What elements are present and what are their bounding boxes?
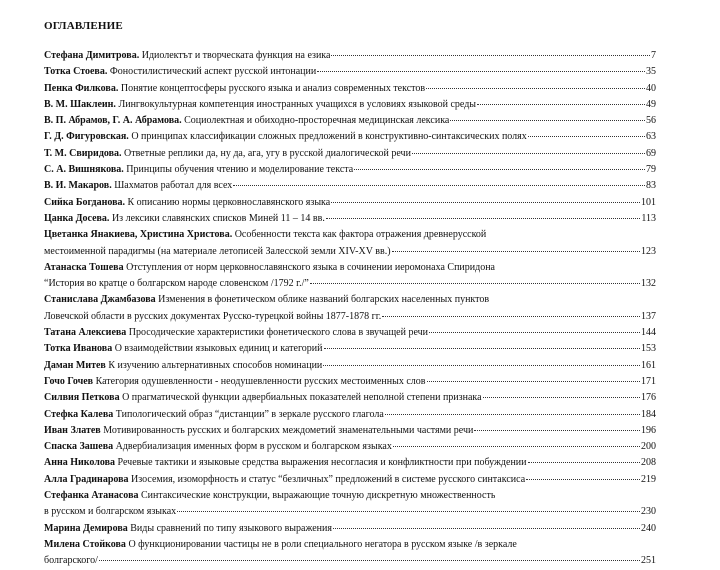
toc-page-number: 40 (646, 82, 656, 94)
toc-author: Марина Демирова (44, 522, 128, 534)
toc-entry-text (44, 521, 332, 537)
toc-page-number: 35 (646, 66, 656, 78)
toc-entry[interactable] (44, 162, 656, 178)
toc-entry-line (44, 455, 656, 471)
table-of-contents (44, 48, 656, 570)
toc-author: Атанаска Тошева (44, 261, 124, 273)
toc-title-continued: “История во кратце о болгарском народе словенском /1792 г./” (44, 278, 309, 290)
toc-entry-line (44, 146, 656, 162)
dot-leader (324, 348, 640, 349)
toc-author: Тотка Иванова (44, 343, 113, 355)
toc-title: О принципах классификации сложных предложений в конструктивно-синтаксических полях (128, 131, 527, 143)
toc-author: В. П. Абрамов, Г. А. Абрамова. (44, 115, 182, 127)
toc-entry-text (44, 48, 330, 64)
toc-page-number: 176 (641, 392, 656, 404)
toc-title: Типологический образ “дистанции” в зеркале русского глагола (113, 408, 384, 420)
toc-entry-text (44, 423, 473, 439)
toc-entry-text (44, 341, 323, 357)
dot-leader (392, 251, 640, 252)
toc-title-continued: болгарского/ (44, 555, 98, 567)
toc-entry-text (44, 390, 482, 406)
toc-page-number: 219 (641, 473, 656, 485)
toc-author: С. А. Вишнякова. (44, 164, 124, 176)
toc-title: Просодические характеристики фонетического слова в звучащей речи (126, 327, 429, 339)
toc-author: Татана Алексиева (44, 327, 127, 339)
dot-leader (331, 202, 640, 203)
toc-entry-text (44, 292, 489, 308)
toc-title: Мотивированность русских и болгарских междометий знаменательными частями речи (100, 424, 474, 436)
toc-title: Из лексики славянских списков Миней 11 – 14 вв. (109, 212, 325, 224)
toc-page-number: 69 (646, 147, 656, 159)
toc-author: Стефанка Атанасова (44, 490, 139, 502)
toc-page-number: 251 (641, 555, 656, 567)
toc-author: В. И. Макаров. (44, 180, 112, 192)
dot-leader (474, 430, 640, 431)
toc-entry-line (44, 113, 656, 129)
toc-title: Отступления от норм церковнославянского языка в сочинении иеромонаха Спиридона (123, 261, 495, 273)
toc-entry-line (44, 162, 656, 178)
dot-leader (331, 55, 650, 56)
toc-entry-text (44, 195, 330, 211)
toc-entry[interactable] (44, 195, 656, 211)
toc-entry[interactable] (44, 472, 656, 488)
toc-entry-text (44, 146, 411, 162)
toc-entry[interactable] (44, 292, 656, 325)
toc-entry-line (44, 488, 656, 504)
toc-page-number: 153 (641, 343, 656, 355)
toc-author: Милена Стойкова (44, 538, 126, 550)
toc-entry-text (44, 439, 392, 455)
toc-entry-line (44, 423, 656, 439)
toc-entry-line (44, 504, 656, 520)
toc-entry[interactable] (44, 341, 656, 357)
toc-entry-line (44, 129, 656, 145)
toc-entry-text (44, 178, 232, 194)
toc-entry[interactable] (44, 227, 656, 260)
toc-entry-line (44, 439, 656, 455)
toc-title-continued: в русском и болгарском языках (44, 506, 177, 518)
toc-entry[interactable] (44, 390, 656, 406)
toc-page-number: 7 (651, 50, 656, 61)
dot-leader (528, 136, 645, 137)
dot-leader (354, 169, 645, 170)
toc-entry-line (44, 64, 656, 80)
page-title: ОГЛАВЛЕНИЕ (44, 20, 123, 32)
toc-page-number: 240 (641, 522, 656, 534)
toc-title: Изменения в фонетическом облике названий болгарских населенных пунктов (155, 294, 490, 306)
toc-entry-text (44, 64, 316, 80)
toc-author: Цанка Досева. (44, 212, 110, 224)
toc-entry[interactable] (44, 64, 656, 80)
toc-title: Принципы обучения чтению и моделирование текста (123, 164, 354, 176)
toc-title: Категория одушевленности - неодушевленности русских местоименных слов (93, 375, 426, 387)
toc-entry-line (44, 325, 656, 341)
toc-entry[interactable] (44, 113, 656, 129)
toc-title: Виды сравнений по типу языкового выражения (127, 522, 332, 534)
toc-page-number: 184 (641, 408, 656, 420)
toc-title: Ответные реплики да, ну да, ага, угу в русской диалогической речи (121, 147, 411, 159)
toc-entry-line (44, 227, 656, 243)
toc-author: Пенка Филкова. (44, 82, 119, 94)
toc-entry[interactable] (44, 97, 656, 113)
toc-entry-line (44, 537, 656, 553)
toc-entry-text (44, 325, 428, 341)
toc-title: Лингвокультурная компетенция иностранных учащихся в условиях языковой среды (115, 98, 477, 110)
toc-title: Социолектная и обиходно-просторечная медицинская лексика (181, 115, 450, 127)
toc-title-continued: Ловечской области в русских документах Русско-турецкой войны 1877-1878 гг. (44, 310, 382, 322)
toc-entry[interactable] (44, 260, 656, 293)
toc-entry-line (44, 276, 656, 292)
toc-page-number: 230 (641, 506, 656, 518)
toc-title: О взаимодействии языковых единиц и категорий (112, 343, 323, 355)
dot-leader (99, 560, 640, 561)
toc-entry-line (44, 390, 656, 406)
dot-leader (326, 218, 641, 219)
toc-entry-line (44, 48, 656, 64)
toc-title: Изосемия, изоморфность и статус “безличных” предложений в системе русского синтаксиса (128, 473, 526, 485)
toc-author: Спаска Зашева (44, 441, 114, 453)
toc-entry[interactable] (44, 439, 656, 455)
dot-leader (429, 332, 640, 333)
toc-title: К описанию нормы церковнославянского языка (124, 196, 331, 208)
dot-leader (317, 71, 645, 72)
toc-entry-text (44, 455, 527, 471)
toc-entry[interactable] (44, 48, 656, 64)
toc-title: Особенности текста как фактора отражения древнерусской (232, 229, 487, 241)
toc-entry-text (44, 407, 384, 423)
toc-entry[interactable] (44, 374, 656, 390)
toc-title: Фоностилистический аспект русской интонации (107, 66, 317, 78)
toc-entry-text (44, 227, 486, 243)
toc-entry[interactable] (44, 537, 656, 570)
toc-entry-text (44, 162, 353, 178)
toc-entry[interactable] (44, 423, 656, 439)
dot-leader (333, 528, 640, 529)
toc-entry-line (44, 472, 656, 488)
toc-entry[interactable] (44, 325, 656, 341)
toc-entry[interactable] (44, 488, 656, 521)
toc-author: Стефка Калева (44, 408, 114, 420)
toc-page-number: 49 (646, 98, 656, 110)
toc-entry[interactable] (44, 146, 656, 162)
toc-entry-line (44, 97, 656, 113)
toc-entry-line (44, 211, 656, 227)
toc-title-continued: местоименной парадигмы (на материале летописей Залесской земли XIV-XV вв.) (44, 245, 391, 257)
toc-title: К изучению альтернативных способов номинации (105, 359, 323, 371)
toc-entry[interactable] (44, 358, 656, 374)
toc-entry-text (44, 129, 527, 145)
toc-page-number: 83 (646, 180, 656, 192)
toc-entry-line (44, 178, 656, 194)
toc-entry-line (44, 309, 656, 325)
toc-entry-text (44, 472, 525, 488)
toc-entry-line (44, 244, 656, 260)
toc-entry-text (44, 260, 495, 276)
toc-entry-line (44, 521, 656, 537)
toc-entry-line (44, 358, 656, 374)
toc-entry-line (44, 553, 656, 569)
toc-page-number: 63 (646, 131, 656, 143)
toc-title: Шахматов работал для всех (111, 180, 233, 192)
toc-entry[interactable] (44, 129, 656, 145)
toc-page-number: 208 (641, 457, 656, 469)
dot-leader (310, 283, 640, 284)
toc-entry-text (44, 113, 449, 129)
toc-entry[interactable] (44, 211, 656, 227)
toc-author: Сийка Богданова. (44, 196, 125, 208)
dot-leader (528, 462, 640, 463)
toc-page-number: 132 (641, 278, 656, 290)
toc-entry[interactable] (44, 455, 656, 471)
toc-author: Станислава Джамбазова (44, 294, 156, 306)
dot-leader (382, 316, 640, 317)
toc-page-number: 79 (646, 164, 656, 176)
dot-leader (483, 397, 640, 398)
dot-leader (450, 120, 645, 121)
toc-entry-text (44, 97, 476, 113)
toc-page-number: 113 (641, 212, 656, 224)
toc-author: Гочо Гочев (44, 375, 94, 387)
dot-leader (477, 104, 645, 105)
toc-title: О прагматической функции адвербиальных показателей неполной степени признака (119, 392, 482, 404)
toc-author: Алла Градинарова (44, 473, 129, 485)
toc-title: О функционировании частицы не в роли специального негатора в русском языке /в зеркале (125, 538, 517, 550)
toc-page-number: 137 (641, 310, 656, 322)
toc-entry[interactable] (44, 81, 656, 97)
toc-entry-text (44, 488, 495, 504)
toc-title: Синтаксические конструкции, выражающие точную дискретную множественность (138, 490, 496, 502)
toc-title: Речевые тактики и языковые средства выражения несогласия и конфликтности при побуждении (115, 457, 527, 469)
toc-page-number: 123 (641, 245, 656, 257)
toc-title: Идиолектът и творческата функция на езика (139, 50, 331, 61)
toc-author: Анна Николова (44, 457, 116, 469)
toc-page-number: 161 (641, 359, 656, 371)
toc-entry-text (44, 537, 517, 553)
dot-leader (427, 381, 640, 382)
toc-entry-line (44, 407, 656, 423)
toc-entry-text (44, 358, 322, 374)
dot-leader (233, 185, 645, 186)
toc-page-number: 200 (641, 441, 656, 453)
toc-author: Т. М. Свиридова. (44, 147, 122, 159)
toc-page-number: 56 (646, 115, 656, 127)
toc-page-number: 101 (641, 196, 656, 208)
toc-entry-line (44, 195, 656, 211)
toc-page-number: 144 (641, 327, 656, 339)
toc-page-number: 171 (641, 375, 656, 387)
dot-leader (412, 153, 645, 154)
toc-entry[interactable] (44, 407, 656, 423)
dot-leader (393, 446, 640, 447)
toc-entry[interactable] (44, 521, 656, 537)
toc-author: В. М. Шаклеин. (44, 98, 116, 110)
dot-leader (385, 414, 640, 415)
toc-entry-text (44, 81, 425, 97)
toc-entry-line (44, 292, 656, 308)
toc-author: Силвия Петкова (44, 392, 120, 404)
toc-page-number: 196 (641, 424, 656, 436)
toc-entry-line (44, 81, 656, 97)
toc-entry[interactable] (44, 178, 656, 194)
toc-author: Цветанка Янакиева, Христина Христова. (44, 229, 233, 241)
toc-title: Понятие концептосферы русского языка и анализ современных текстов (118, 82, 426, 94)
toc-entry-line (44, 341, 656, 357)
dot-leader (526, 479, 640, 480)
toc-entry-line (44, 374, 656, 390)
dot-leader (177, 511, 640, 512)
toc-author: Даман Митев (44, 359, 106, 371)
dot-leader (323, 365, 640, 366)
toc-author: Стефана Димитрова. (44, 50, 140, 61)
dot-leader (426, 88, 645, 89)
toc-author: Иван Златев (44, 424, 101, 436)
toc-entry-text (44, 374, 426, 390)
toc-entry-line (44, 260, 656, 276)
toc-title: Адвербиализация именных форм в русском и болгарском языках (113, 441, 392, 453)
toc-author: Г. Д. Фигуровская. (44, 131, 129, 143)
toc-author: Тотка Стоева. (44, 66, 108, 78)
toc-entry-text (44, 211, 325, 227)
